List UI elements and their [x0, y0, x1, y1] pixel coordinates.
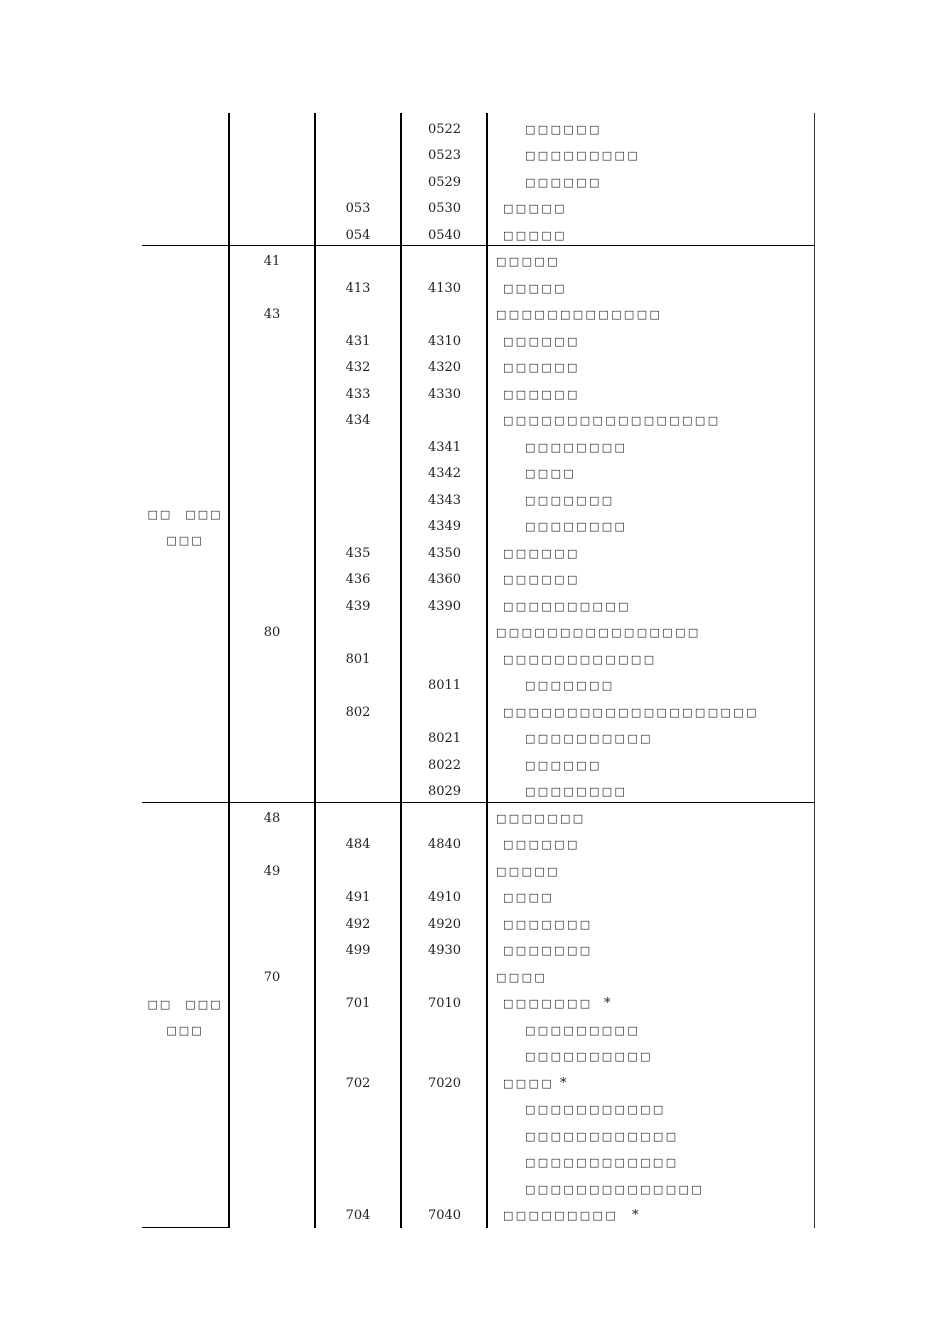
category-description: □□□□ — [503, 891, 555, 904]
group-code: 436 — [345, 572, 371, 587]
sector-label — [142, 992, 228, 1044]
category-description: □□□□ — [503, 1076, 555, 1090]
table-row — [0, 382, 950, 409]
group-code — [315, 1044, 401, 1071]
class-code: 4910 — [427, 890, 462, 905]
category-description: □□□□□□ — [503, 387, 580, 401]
table-row — [0, 196, 950, 223]
class-code: 0522 — [427, 121, 462, 137]
group-code — [315, 249, 401, 276]
division-code — [228, 700, 316, 727]
category-description: □□□□□□□□□□□□□ — [496, 308, 663, 321]
division-code — [228, 1044, 316, 1071]
category-description: □□□□□□□□□□ — [525, 1050, 653, 1063]
category-description: □□□□□□□□□ — [525, 1023, 641, 1037]
table-row — [0, 620, 950, 647]
table-row — [0, 355, 950, 382]
group-code: 701 — [345, 996, 371, 1011]
division-code — [228, 223, 316, 250]
category-description: □□□□□□ — [503, 838, 580, 851]
category-description: □□□□□□□□□□□ — [525, 1103, 666, 1116]
group-code: 801 — [345, 651, 371, 667]
division-code — [228, 1097, 316, 1124]
category-description: □□□□□□□□□□□□ — [525, 1156, 679, 1169]
table-row — [0, 117, 950, 144]
sector-label-line: □□□ — [166, 1024, 204, 1037]
group-code: 054 — [345, 227, 371, 243]
class-code — [401, 859, 488, 886]
group-code: 439 — [345, 598, 371, 614]
table-row — [0, 1203, 950, 1230]
category-description: □□□□□□□ — [525, 493, 615, 507]
division-code — [228, 753, 316, 780]
category-description: □□□□□□ — [525, 175, 602, 189]
division-code — [228, 541, 316, 568]
group-code — [315, 170, 401, 197]
group-code: 802 — [345, 704, 371, 720]
division-code — [228, 1203, 316, 1230]
table-row — [0, 1177, 950, 1204]
division-code: 70 — [263, 969, 281, 985]
group-code — [315, 117, 401, 144]
group-code — [315, 302, 401, 329]
group-code — [315, 779, 401, 806]
category-description: □□□□□□□□□□□□□□□□□□□□ — [503, 705, 759, 719]
division-code — [228, 329, 316, 356]
class-code — [401, 249, 488, 276]
table-row — [0, 302, 950, 329]
class-code: 8029 — [427, 784, 462, 799]
class-code: 4341 — [427, 439, 462, 455]
table-row — [0, 276, 950, 303]
class-code: 4840 — [427, 837, 462, 852]
table-row — [0, 1150, 950, 1177]
division-code — [228, 143, 316, 170]
class-code: 4920 — [427, 916, 462, 932]
category-description: □□□□□□□□□ — [503, 1209, 619, 1222]
group-code: 434 — [345, 413, 371, 428]
table-row — [0, 779, 950, 806]
division-code — [228, 276, 316, 303]
table-row — [0, 329, 950, 356]
asterisk-mark: * — [632, 1208, 639, 1223]
table-row — [0, 170, 950, 197]
table-row — [0, 1071, 950, 1098]
sector-label-line: □□ □□□ — [147, 998, 223, 1011]
category-description: □□□□□□□□□□□□□□□□ — [496, 626, 701, 639]
class-code: 4330 — [427, 386, 462, 402]
class-code: 7020 — [427, 1075, 462, 1091]
class-code — [401, 965, 488, 992]
division-code — [228, 1124, 316, 1151]
class-code: 0530 — [427, 201, 462, 216]
category-description: □□□□□□ — [503, 546, 580, 560]
class-code: 4350 — [427, 545, 462, 561]
division-code — [228, 1177, 316, 1204]
group-code — [315, 620, 401, 647]
class-code — [401, 647, 488, 674]
sector-label-line: □□ □□□ — [147, 508, 223, 521]
asterisk-mark: * — [604, 996, 611, 1011]
class-code: 4930 — [427, 943, 462, 958]
division-code: 80 — [263, 625, 281, 640]
group-code — [315, 488, 401, 515]
table-row — [0, 673, 950, 700]
group-code — [315, 143, 401, 170]
class-code: 4130 — [427, 280, 462, 296]
table-row — [0, 912, 950, 939]
division-code — [228, 1018, 316, 1045]
group-code — [315, 514, 401, 541]
class-code: 7040 — [427, 1208, 462, 1223]
table-row — [0, 753, 950, 780]
category-description: □□□□□□□□□□□□ — [503, 652, 657, 666]
class-code: 8021 — [427, 731, 462, 746]
group-code: 499 — [345, 943, 371, 958]
group-code: 704 — [345, 1208, 371, 1223]
division-code — [228, 1150, 316, 1177]
division-code — [228, 832, 316, 859]
category-description: □□□□□□□ — [525, 679, 615, 692]
category-description: □□□□□□□□□□□□□□□□□ — [503, 414, 721, 427]
category-description: □□□□□□□□□□ — [503, 599, 631, 613]
group-code — [315, 965, 401, 992]
division-code — [228, 991, 316, 1018]
class-code — [401, 1097, 488, 1124]
division-code — [228, 170, 316, 197]
class-code: 7010 — [427, 996, 462, 1011]
group-code — [315, 1177, 401, 1204]
sector-label-line: □□□ — [166, 534, 204, 547]
group-code: 053 — [345, 201, 371, 216]
table-row — [0, 726, 950, 753]
class-code: 4320 — [427, 360, 462, 375]
group-code: 491 — [345, 890, 371, 905]
group-code: 432 — [345, 360, 371, 375]
table-row — [0, 647, 950, 674]
category-description: □□□□□□□□□□□□□□ — [525, 1182, 705, 1196]
table-row — [0, 408, 950, 435]
group-code: 433 — [345, 386, 371, 402]
class-code — [401, 302, 488, 329]
group-code — [315, 1150, 401, 1177]
division-code — [228, 885, 316, 912]
class-code — [401, 1124, 488, 1151]
asterisk-mark: * — [560, 1075, 567, 1091]
category-description: □□□□□□□□ — [525, 785, 628, 798]
category-description: □□□□□ — [496, 255, 560, 268]
division-code: 41 — [263, 254, 281, 269]
category-description: □□□□ — [496, 970, 548, 984]
table-row — [0, 832, 950, 859]
table-row — [0, 806, 950, 833]
table-row — [0, 435, 950, 462]
table-row — [0, 223, 950, 250]
class-code: 8011 — [427, 678, 462, 693]
group-code: 484 — [345, 837, 371, 852]
class-code: 4310 — [427, 333, 462, 349]
division-code — [228, 594, 316, 621]
table-row — [0, 885, 950, 912]
table-row — [0, 461, 950, 488]
class-code: 4360 — [427, 572, 462, 587]
category-description: □□□□□□□□ — [525, 440, 628, 454]
category-description: □□□□□ — [503, 281, 567, 295]
division-code — [228, 567, 316, 594]
class-code — [401, 1177, 488, 1204]
table-row — [0, 1044, 950, 1071]
group-code: 413 — [345, 280, 371, 296]
category-description: □□□□□□ — [525, 122, 602, 136]
category-description: □□□□□□□ — [503, 997, 593, 1010]
class-code — [401, 1044, 488, 1071]
category-description: □□□□□□□ — [496, 811, 586, 825]
class-code — [401, 620, 488, 647]
category-description: □□□□□ — [503, 228, 567, 242]
group-code — [315, 673, 401, 700]
group-code: 702 — [345, 1075, 371, 1091]
group-code: 492 — [345, 916, 371, 932]
group-code — [315, 806, 401, 833]
group-code: 435 — [345, 545, 371, 561]
division-code — [228, 938, 316, 965]
group-code — [315, 859, 401, 886]
category-description: □□□□□□□ — [503, 944, 593, 957]
division-code — [228, 912, 316, 939]
category-description: □□□□□□ — [503, 573, 580, 586]
division-code: 49 — [263, 863, 281, 879]
table-row — [0, 938, 950, 965]
division-code — [228, 435, 316, 462]
sector-label — [142, 502, 228, 554]
group-code — [315, 435, 401, 462]
table-row — [0, 143, 950, 170]
category-description: □□□□□□ — [503, 361, 580, 374]
category-description: □□□□□ — [503, 202, 567, 215]
group-code — [315, 726, 401, 753]
division-code — [228, 408, 316, 435]
category-description: □□□□□□□□□□□□ — [525, 1129, 679, 1143]
class-code: 0523 — [427, 148, 462, 163]
division-code — [228, 1071, 316, 1098]
category-description: □□□□□□□□ — [525, 520, 628, 533]
category-description: □□□□□ — [496, 864, 560, 878]
class-code — [401, 408, 488, 435]
category-description: □□□□□□□ — [503, 917, 593, 931]
table-row — [0, 859, 950, 886]
category-description: □□□□ — [525, 467, 577, 480]
division-code: 48 — [263, 810, 281, 826]
class-code: 8022 — [427, 757, 462, 773]
category-description: □□□□□□□□□□ — [525, 732, 653, 745]
class-code: 4390 — [427, 598, 462, 614]
table-row — [0, 594, 950, 621]
group-code — [315, 1097, 401, 1124]
class-code — [401, 1150, 488, 1177]
class-code: 4343 — [427, 492, 462, 508]
table-row — [0, 249, 950, 276]
class-code: 0529 — [427, 174, 462, 190]
group-code: 431 — [345, 333, 371, 349]
division-code — [228, 514, 316, 541]
class-code: 4342 — [427, 466, 462, 481]
division-code — [228, 673, 316, 700]
category-description: □□□□□□□□□ — [525, 149, 641, 162]
class-code — [401, 1018, 488, 1045]
class-code — [401, 806, 488, 833]
division-code — [228, 488, 316, 515]
group-code — [315, 1018, 401, 1045]
division-code — [228, 726, 316, 753]
class-code: 0540 — [427, 227, 462, 243]
table-row — [0, 567, 950, 594]
group-code — [315, 461, 401, 488]
class-code — [401, 700, 488, 727]
division-code — [228, 117, 316, 144]
class-code: 4349 — [427, 519, 462, 534]
table-row — [0, 1124, 950, 1151]
division-code — [228, 196, 316, 223]
table-row — [0, 700, 950, 727]
division-code: 43 — [263, 307, 281, 322]
table-row — [0, 965, 950, 992]
group-code — [315, 753, 401, 780]
division-code — [228, 382, 316, 409]
division-code — [228, 647, 316, 674]
category-description: □□□□□□ — [503, 334, 580, 348]
division-code — [228, 461, 316, 488]
table-row — [0, 1097, 950, 1124]
division-code — [228, 355, 316, 382]
group-code — [315, 1124, 401, 1151]
division-code — [228, 779, 316, 806]
category-description: □□□□□□ — [525, 758, 602, 772]
